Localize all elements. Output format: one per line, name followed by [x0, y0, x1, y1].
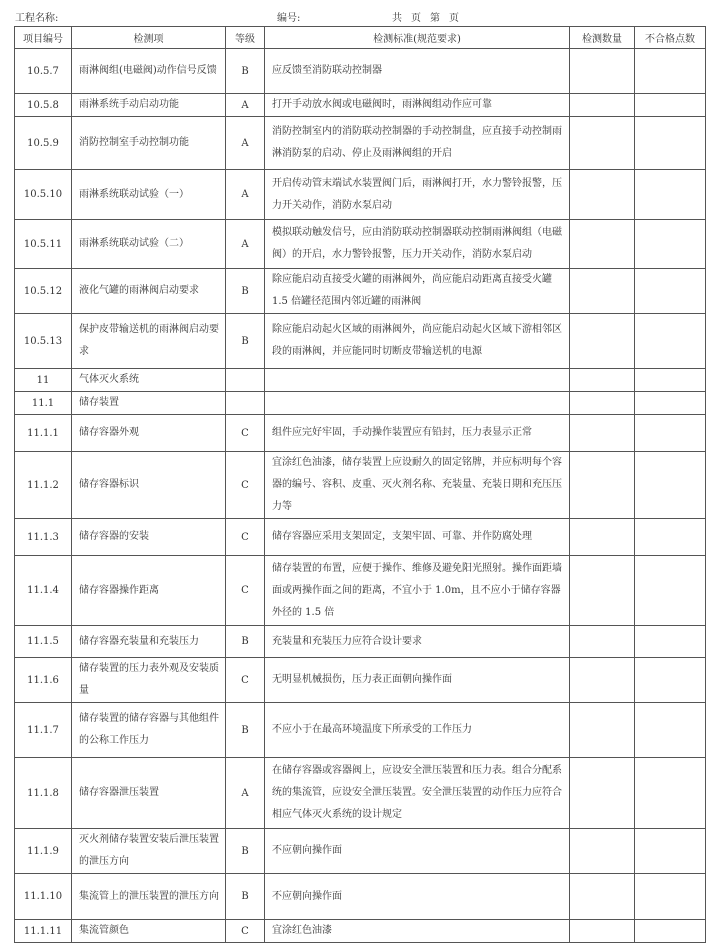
inspection-table — [14, 26, 706, 943]
row-failures-cell[interactable] — [635, 829, 706, 874]
row-id-cell: 11.1.5 — [15, 626, 72, 658]
table-row — [15, 94, 706, 117]
row-standard-cell — [265, 369, 570, 392]
row-failures-cell[interactable] — [635, 269, 706, 314]
row-item-cell: 集流管上的泄压装置的泄压方向 — [72, 874, 226, 920]
row-grade-cell: B — [226, 703, 265, 758]
row-quantity-cell[interactable] — [570, 758, 635, 829]
row-standard-cell: 组件应完好牢固，手动操作装置应有铅封，压力表显示正常 — [265, 415, 570, 452]
row-standard-cell: 除应能启动直接受火罐的雨淋阀外，尚应能启动距离直接受火罐1.5 倍罐径范围内邻近罐的雨淋阀 — [265, 269, 570, 314]
row-item-cell: 消防控制室手动控制功能 — [72, 117, 226, 170]
row-id-cell: 11.1.1 — [15, 415, 72, 452]
table-row — [15, 626, 706, 658]
document-number-label: 编号: — [277, 13, 301, 24]
row-quantity-cell[interactable] — [570, 829, 635, 874]
row-item-cell: 储存装置的储存容器与其他组件的公称工作压力 — [72, 703, 226, 758]
row-item-cell: 储存容器的安装 — [72, 519, 226, 556]
table-row — [15, 829, 706, 874]
row-grade-cell: A — [226, 170, 265, 220]
column-header-failures: 不合格点数 — [635, 27, 706, 49]
row-grade-cell: C — [226, 519, 265, 556]
row-failures-cell[interactable] — [635, 220, 706, 269]
row-standard-cell: 打开手动放水阀或电磁阀时，雨淋阀组动作应可靠 — [265, 94, 570, 117]
row-grade-cell — [226, 392, 265, 415]
row-id-cell: 11.1.7 — [15, 703, 72, 758]
row-grade-cell: B — [226, 269, 265, 314]
row-quantity-cell[interactable] — [570, 269, 635, 314]
table-row — [15, 415, 706, 452]
row-item-cell: 雨淋系统手动启动功能 — [72, 94, 226, 117]
row-item-cell: 储存容器外观 — [72, 415, 226, 452]
row-failures-cell[interactable] — [635, 519, 706, 556]
table-row — [15, 392, 706, 415]
row-item-cell: 储存容器充装量和充装压力 — [72, 626, 226, 658]
row-quantity-cell[interactable] — [570, 556, 635, 626]
row-grade-cell: B — [226, 829, 265, 874]
row-standard-cell: 应反馈至消防联动控制器 — [265, 49, 570, 94]
row-quantity-cell[interactable] — [570, 117, 635, 170]
table-row — [15, 758, 706, 829]
row-item-cell: 集流管颜色 — [72, 920, 226, 943]
row-quantity-cell[interactable] — [570, 626, 635, 658]
row-id-cell: 11.1 — [15, 392, 72, 415]
row-quantity-cell[interactable] — [570, 314, 635, 369]
row-id-cell: 10.5.8 — [15, 94, 72, 117]
table-row — [15, 369, 706, 392]
table-header-row — [15, 27, 706, 49]
row-id-cell: 11.1.4 — [15, 556, 72, 626]
table-row — [15, 874, 706, 920]
row-standard-cell: 除应能启动起火区域的雨淋阀外，尚应能启动起火区域下游相邻区段的雨淋阀，并应能同时切断皮带输送机的电源 — [265, 314, 570, 369]
row-failures-cell[interactable] — [635, 874, 706, 920]
row-standard-cell: 储存容器应采用支架固定，支架牢固、可靠、并作防腐处理 — [265, 519, 570, 556]
row-standard-cell: 宜涂红色油漆，储存装置上应设耐久的固定铭牌，并应标明每个容器的编号、容积、皮重、灭火剂名称、充装量、充装日期和充压压力等 — [265, 452, 570, 519]
row-standard-cell: 消防控制室内的消防联动控制器的手动控制盘，应直接手动控制雨淋消防泵的启动、停止及雨淋阀组的开启 — [265, 117, 570, 170]
row-item-cell: 灭火剂储存装置安装后泄压装置的泄压方向 — [72, 829, 226, 874]
page-label-total: 页 — [411, 13, 421, 24]
row-grade-cell: B — [226, 314, 265, 369]
row-id-cell: 10.5.13 — [15, 314, 72, 369]
row-quantity-cell[interactable] — [570, 392, 635, 415]
table-row — [15, 49, 706, 94]
row-item-cell: 储存装置 — [72, 392, 226, 415]
row-item-cell: 储存容器标识 — [72, 452, 226, 519]
row-id-cell: 11.1.10 — [15, 874, 72, 920]
table-row — [15, 519, 706, 556]
row-grade-cell: A — [226, 94, 265, 117]
row-id-cell: 10.5.10 — [15, 170, 72, 220]
project-name-label: 工程名称: — [15, 13, 59, 24]
row-standard-cell: 不应朝向操作面 — [265, 874, 570, 920]
row-quantity-cell[interactable] — [570, 874, 635, 920]
row-id-cell: 11.1.2 — [15, 452, 72, 519]
table-row — [15, 117, 706, 170]
page-label-current: 页 — [449, 13, 459, 24]
page-count-label — [392, 9, 468, 24]
row-item-cell: 雨淋阀组(电磁阀)动作信号反馈 — [72, 49, 226, 94]
row-standard-cell: 储存装置的布置，应便于操作、维修及避免阳光照射。操作面距墙面或两操作面之间的距离，不宜小于 1.0m，且不应小于储存容器外径的 1.5 倍 — [265, 556, 570, 626]
row-grade-cell: C — [226, 920, 265, 943]
row-standard-cell: 在储存容器或容器阀上，应设安全泄压装置和压力表。组合分配系统的集流管，应设安全泄压装置。安全泄压装置的动作压力应符合相应气体灭火系统的设计规定 — [265, 758, 570, 829]
row-quantity-cell[interactable] — [570, 519, 635, 556]
table-row — [15, 314, 706, 369]
table-row — [15, 220, 706, 269]
row-quantity-cell[interactable] — [570, 703, 635, 758]
row-grade-cell: B — [226, 874, 265, 920]
table-row — [15, 920, 706, 943]
row-quantity-cell[interactable] — [570, 452, 635, 519]
row-standard-cell — [265, 392, 570, 415]
row-item-cell: 储存容器泄压装置 — [72, 758, 226, 829]
row-id-cell: 11.1.8 — [15, 758, 72, 829]
row-quantity-cell[interactable] — [570, 94, 635, 117]
row-standard-cell: 无明显机械损伤，压力表正面朝向操作面 — [265, 658, 570, 703]
row-failures-cell[interactable] — [635, 415, 706, 452]
row-grade-cell: C — [226, 556, 265, 626]
row-id-cell: 11.1.9 — [15, 829, 72, 874]
column-header-id: 项目编号 — [15, 27, 72, 49]
row-quantity-cell[interactable] — [570, 170, 635, 220]
row-id-cell: 10.5.9 — [15, 117, 72, 170]
row-failures-cell[interactable] — [635, 117, 706, 170]
row-failures-cell[interactable] — [635, 49, 706, 94]
table-row — [15, 269, 706, 314]
table-row — [15, 556, 706, 626]
row-standard-cell: 不应朝向操作面 — [265, 829, 570, 874]
row-quantity-cell[interactable] — [570, 369, 635, 392]
row-item-cell: 气体灭火系统 — [72, 369, 226, 392]
row-standard-cell: 模拟联动触发信号，应由消防联动控制器联动控制雨淋阀组（电磁阀）的开启，水力警铃报警，压力开关动作，消防水泵启动 — [265, 220, 570, 269]
current-label: 第 — [430, 13, 440, 24]
row-failures-cell[interactable] — [635, 703, 706, 758]
row-grade-cell: A — [226, 220, 265, 269]
row-failures-cell[interactable] — [635, 94, 706, 117]
row-quantity-cell[interactable] — [570, 658, 635, 703]
row-grade-cell: B — [226, 626, 265, 658]
row-failures-cell[interactable] — [635, 392, 706, 415]
row-failures-cell[interactable] — [635, 626, 706, 658]
column-header-item: 检测项 — [72, 27, 226, 49]
row-grade-cell — [226, 369, 265, 392]
row-standard-cell: 充装量和充装压力应符合设计要求 — [265, 626, 570, 658]
row-item-cell: 储存装置的压力表外观及安装质量 — [72, 658, 226, 703]
row-id-cell: 10.5.12 — [15, 269, 72, 314]
row-grade-cell: B — [226, 49, 265, 94]
row-standard-cell: 宜涂红色油漆 — [265, 920, 570, 943]
row-failures-cell[interactable] — [635, 758, 706, 829]
row-failures-cell[interactable] — [635, 556, 706, 626]
table-row — [15, 658, 706, 703]
row-quantity-cell[interactable] — [570, 49, 635, 94]
row-id-cell: 11.1.3 — [15, 519, 72, 556]
row-failures-cell[interactable] — [635, 920, 706, 943]
row-grade-cell: A — [226, 117, 265, 170]
column-header-grade: 等级 — [226, 27, 265, 49]
row-item-cell: 液化气罐的雨淋阀启动要求 — [72, 269, 226, 314]
row-standard-cell: 开启传动管末端试水装置阀门后，雨淋阀打开，水力警铃报警，压力开关动作，消防水泵启动 — [265, 170, 570, 220]
row-item-cell: 雨淋系统联动试验（一） — [72, 170, 226, 220]
row-id-cell: 11 — [15, 369, 72, 392]
row-item-cell: 保护皮带输送机的雨淋阀启动要求 — [72, 314, 226, 369]
row-id-cell: 11.1.11 — [15, 920, 72, 943]
row-item-cell: 雨淋系统联动试验（二） — [72, 220, 226, 269]
table-row — [15, 703, 706, 758]
row-failures-cell[interactable] — [635, 314, 706, 369]
total-label: 共 — [392, 13, 402, 24]
row-grade-cell: A — [226, 758, 265, 829]
row-quantity-cell[interactable] — [570, 415, 635, 452]
row-failures-cell[interactable] — [635, 658, 706, 703]
row-failures-cell[interactable] — [635, 452, 706, 519]
table-row — [15, 452, 706, 519]
row-id-cell: 11.1.6 — [15, 658, 72, 703]
row-id-cell: 10.5.11 — [15, 220, 72, 269]
row-failures-cell[interactable] — [635, 369, 706, 392]
row-grade-cell: C — [226, 452, 265, 519]
column-header-standard: 检测标准(规范要求) — [265, 27, 570, 49]
row-item-cell: 储存容器操作距离 — [72, 556, 226, 626]
row-grade-cell: C — [226, 415, 265, 452]
row-quantity-cell[interactable] — [570, 920, 635, 943]
row-failures-cell[interactable] — [635, 170, 706, 220]
column-header-quantity: 检测数量 — [570, 27, 635, 49]
row-id-cell: 10.5.7 — [15, 49, 72, 94]
row-standard-cell: 不应小于在最高环境温度下所承受的工作压力 — [265, 703, 570, 758]
table-row — [15, 170, 706, 220]
row-quantity-cell[interactable] — [570, 220, 635, 269]
row-grade-cell: C — [226, 658, 265, 703]
